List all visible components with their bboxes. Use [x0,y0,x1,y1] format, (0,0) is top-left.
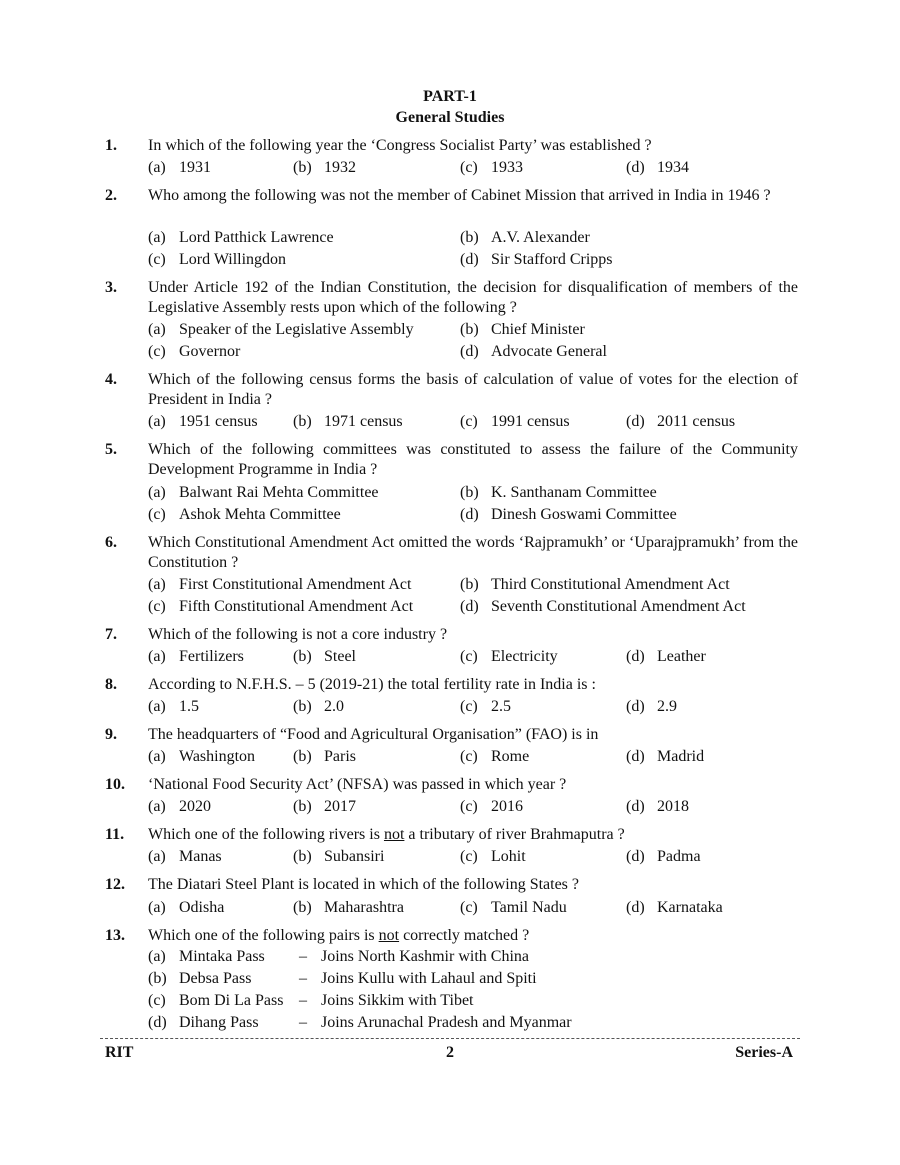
question-text: Under Article 192 of the Indian Constitution, the decision for disqualification of members of the Legislative Assembly rests upon which of the following ? [148,279,798,316]
option-b: (b) 1971 census [293,413,403,430]
question-number: 4. [105,371,117,388]
option-d: (d) Leather [626,648,706,665]
question-number: 12. [105,876,125,893]
question-number: 10. [105,776,125,793]
option-a: (a) Fertilizers [148,648,244,665]
option-d: (d) Sir Stafford Cripps [460,251,613,268]
question-number: 2. [105,187,117,204]
option-c: (c) Lohit [460,848,526,865]
option-d: (d) Seventh Constitutional Amendment Act [460,598,746,615]
pair-option-c: (c) Bom Di La Pass – Joins Sikkim with Tibet [148,992,474,1009]
option-d: (d) Advocate General [460,343,607,360]
option-c: (c) Governor [148,343,241,360]
part-title: PART-1 [423,88,477,105]
option-d: (d) Karnataka [626,899,723,916]
option-c: (c) 1991 census [460,413,570,430]
option-c: (c) Tamil Nadu [460,899,567,916]
option-d: (d) 2.9 [626,698,677,715]
question-text: Who among the following was not the member of Cabinet Mission that arrived in India in 1946 ? [148,187,771,204]
option-d: (d) Madrid [626,748,705,765]
option-b: (b) Maharashtra [293,899,404,916]
option-d: (d) Padma [626,848,701,865]
option-a: (a) Lord Patthick Lawrence [148,229,334,246]
footer-code: RIT [105,1044,134,1061]
question-number: 1. [105,137,117,154]
option-c: (c) 2.5 [460,698,511,715]
section-title: General Studies [395,109,505,126]
option-b: (b) 2017 [293,798,356,815]
page-number: 2 [446,1044,454,1061]
option-c: (c) Electricity [460,648,558,665]
option-d: (d) 2018 [626,798,689,815]
option-b: (b) Chief Minister [460,321,585,338]
option-d: (d) 1934 [626,159,689,176]
question-text: Which of the following census forms the basis of calculation of value of votes for the election of President in India ? [148,371,798,408]
option-a: (a) Manas [148,848,222,865]
option-b: (b) 1932 [293,159,356,176]
option-c: (c) 2016 [460,798,523,815]
question-text: Which of the following is not a core industry ? [148,626,448,643]
option-b: (b) 2.0 [293,698,344,715]
question-number: 13. [105,927,125,944]
underlined-word: not [378,927,400,944]
question-text: The headquarters of “Food and Agricultural Organisation” (FAO) is in [148,726,599,743]
question-text: Which Constitutional Amendment Act omitted the words ‘Rajpramukh’ or ‘Uparajpramukh’ from the Constitution ? [148,534,798,571]
option-a: (a) 1.5 [148,698,199,715]
pair-option-b: (b) Debsa Pass – Joins Kullu with Lahaul and Spiti [148,970,537,987]
question-number: 6. [105,534,117,551]
option-a: (a) Washington [148,748,256,765]
question-text: Which one of the following pairs is not correctly matched ? [148,927,530,944]
question-text: According to N.F.H.S. – 5 (2019-21) the total fertility rate in India is : [148,676,596,693]
option-b: (b) Third Constitutional Amendment Act [460,576,730,593]
question-text: ‘National Food Security Act’ (NFSA) was passed in which year ? [148,776,567,793]
option-b: (b) Subansiri [293,848,385,865]
option-d: (d) Dinesh Goswami Committee [460,506,677,523]
option-c: (c) Fifth Constitutional Amendment Act [148,598,414,615]
option-a: (a) 1951 census [148,413,258,430]
question-text: The Diatari Steel Plant is located in which of the following States ? [148,876,580,893]
option-a: (a) Balwant Rai Mehta Committee [148,484,379,501]
option-a: (a) 2020 [148,798,211,815]
option-c: (c) 1933 [460,159,523,176]
option-a: (a) First Constitutional Amendment Act [148,576,412,593]
question-number: 5. [105,441,117,458]
pair-option-d: (d) Dihang Pass – Joins Arunachal Pradesh and Myanmar [148,1014,572,1031]
question-number: 7. [105,626,117,643]
option-b: (b) Steel [293,648,356,665]
question-number: 3. [105,279,117,296]
option-b: (b) A.V. Alexander [460,229,590,246]
option-a: (a) Speaker of the Legislative Assembly [148,321,414,338]
option-c: (c) Ashok Mehta Committee [148,506,341,523]
option-b: (b) K. Santhanam Committee [460,484,657,501]
question-text: Which of the following committees was constituted to assess the failure of the Community Development Programme in India ? [148,441,798,478]
option-d: (d) 2011 census [626,413,736,430]
question-number: 11. [105,826,125,843]
question-text: Which one of the following rivers is not a tributary of river Brahmaputra ? [148,826,625,843]
footer-divider [100,1038,800,1039]
option-c: (c) Rome [460,748,530,765]
question-number: 9. [105,726,117,743]
option-c: (c) Lord Willingdon [148,251,287,268]
option-b: (b) Paris [293,748,356,765]
option-a: (a) 1931 [148,159,211,176]
question-number: 8. [105,676,117,693]
footer-series: Series-A [735,1044,793,1061]
option-a: (a) Odisha [148,899,225,916]
pair-option-a: (a) Mintaka Pass – Joins North Kashmir with China [148,948,529,965]
question-text: In which of the following year the ‘Congress Socialist Party’ was established ? [148,137,652,154]
underlined-word: not [383,826,405,843]
